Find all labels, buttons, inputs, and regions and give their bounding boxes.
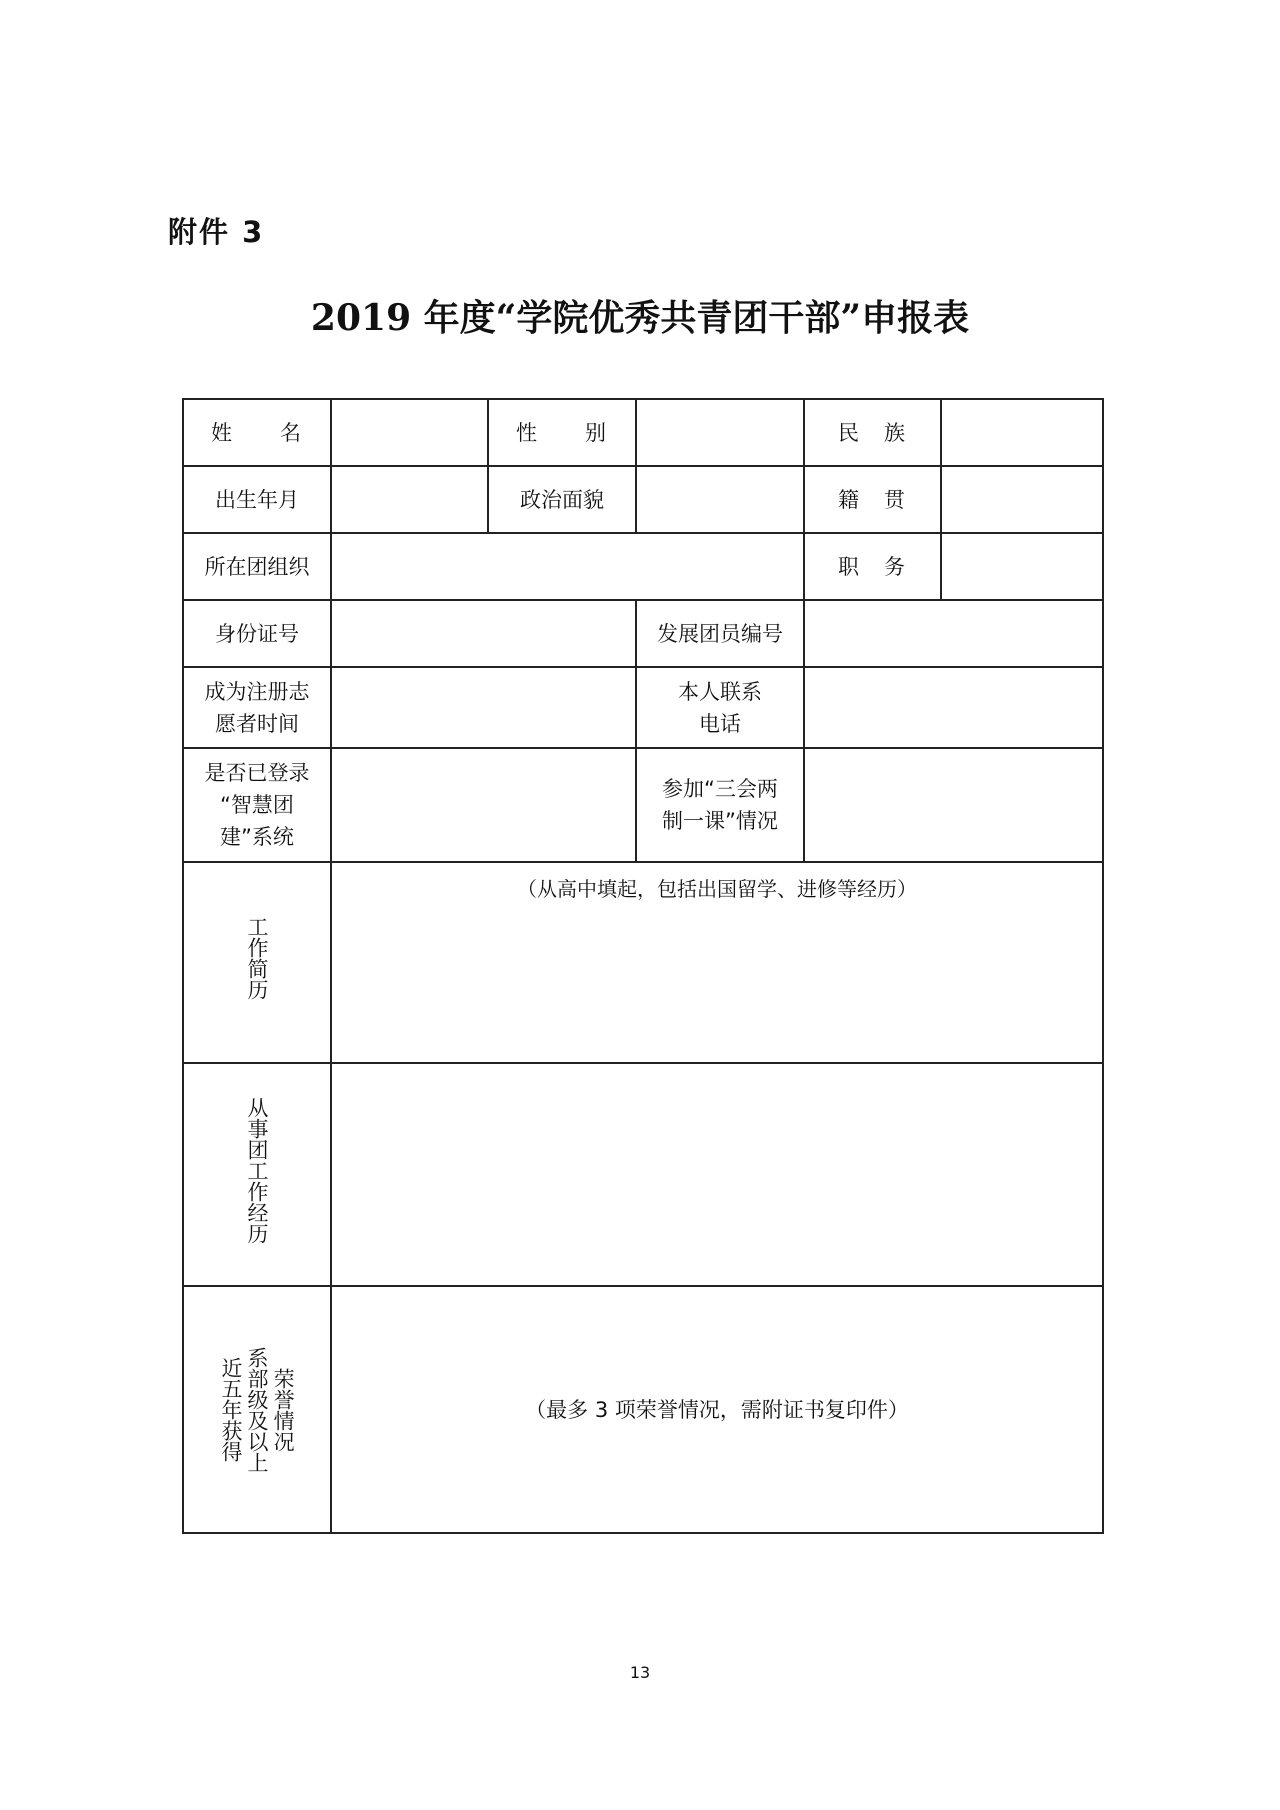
native-place-field[interactable] <box>941 466 1103 533</box>
row-id <box>183 600 1103 667</box>
smart-league-field[interactable] <box>331 748 636 862</box>
row-smart-league <box>183 748 1103 862</box>
page-number: 13 <box>629 1663 651 1682</box>
honors-hint: （最多 3 项荣誉情况，需附证书复印件） <box>525 1397 909 1422</box>
smart-league-label-line1: 是否已登录 <box>204 761 310 785</box>
phone-field[interactable] <box>804 667 1103 748</box>
name-label: 姓 名 <box>183 399 331 466</box>
attachment-label: 附件 3 <box>168 215 265 249</box>
row-org <box>183 533 1103 600</box>
ethnicity-label: 民 族 <box>804 399 941 466</box>
league-work-label: 从事团工作经历 <box>245 1096 270 1244</box>
volunteer-time-label-line1: 成为注册志 <box>204 679 310 704</box>
smart-league-label-line2: “智慧团 <box>220 793 294 817</box>
honors-label <box>184 1347 330 1473</box>
birth-field[interactable] <box>331 466 488 533</box>
gender-field[interactable] <box>636 399 804 466</box>
row-honors <box>183 1286 1103 1533</box>
ethnicity-field[interactable] <box>941 399 1103 466</box>
resume-label: 工作简历 <box>245 916 270 1000</box>
honors-label-col2: 系部级及以上 <box>245 1346 270 1473</box>
member-number-label: 发展团员编号 <box>636 600 804 667</box>
smart-league-label <box>183 748 331 862</box>
row-name <box>183 399 1103 466</box>
id-number-field[interactable] <box>331 600 636 667</box>
volunteer-time-label-line2: 愿者时间 <box>215 711 299 736</box>
meeting-label <box>636 748 804 862</box>
honors-label-cell <box>183 1286 331 1533</box>
meeting-label-line1: 参加“三会两 <box>662 777 778 801</box>
honors-label-col3: 近五年获得 <box>218 1357 243 1462</box>
native-place-label: 籍 贯 <box>804 466 941 533</box>
political-field[interactable] <box>636 466 804 533</box>
meeting-label-line2: 制一课”情况 <box>662 809 778 833</box>
resume-label-cell <box>183 862 331 1063</box>
row-league-work <box>183 1063 1103 1286</box>
phone-label <box>636 667 804 748</box>
honors-label-col1: 荣誉情况 <box>271 1367 296 1452</box>
position-field[interactable] <box>941 533 1103 600</box>
row-resume <box>183 862 1103 1063</box>
org-label: 所在团组织 <box>183 533 331 600</box>
position-label: 职 务 <box>804 533 941 600</box>
resume-field[interactable] <box>331 862 1103 1063</box>
resume-hint: （从高中填起，包括出国留学、进修等经历） <box>517 877 917 901</box>
gender-label: 性 别 <box>488 399 636 466</box>
row-volunteer <box>183 667 1103 748</box>
row-birth <box>183 466 1103 533</box>
meeting-field[interactable] <box>804 748 1103 862</box>
political-label: 政治面貌 <box>488 466 636 533</box>
name-field[interactable] <box>331 399 488 466</box>
league-work-label-cell <box>183 1063 331 1286</box>
phone-label-line2: 电话 <box>699 711 741 736</box>
league-work-field[interactable] <box>331 1063 1103 1286</box>
birth-label: 出生年月 <box>183 466 331 533</box>
volunteer-time-field[interactable] <box>331 667 636 748</box>
phone-label-line1: 本人联系 <box>678 679 762 704</box>
org-field[interactable] <box>331 533 804 600</box>
honors-field[interactable] <box>331 1286 1103 1533</box>
volunteer-time-label <box>183 667 331 748</box>
application-form-table <box>182 398 1104 1534</box>
member-number-field[interactable] <box>804 600 1103 667</box>
smart-league-label-line3: 建”系统 <box>220 825 294 849</box>
id-number-label: 身份证号 <box>183 600 331 667</box>
form-title: 2019 年度“学院优秀共青团干部”申报表 <box>310 297 970 339</box>
